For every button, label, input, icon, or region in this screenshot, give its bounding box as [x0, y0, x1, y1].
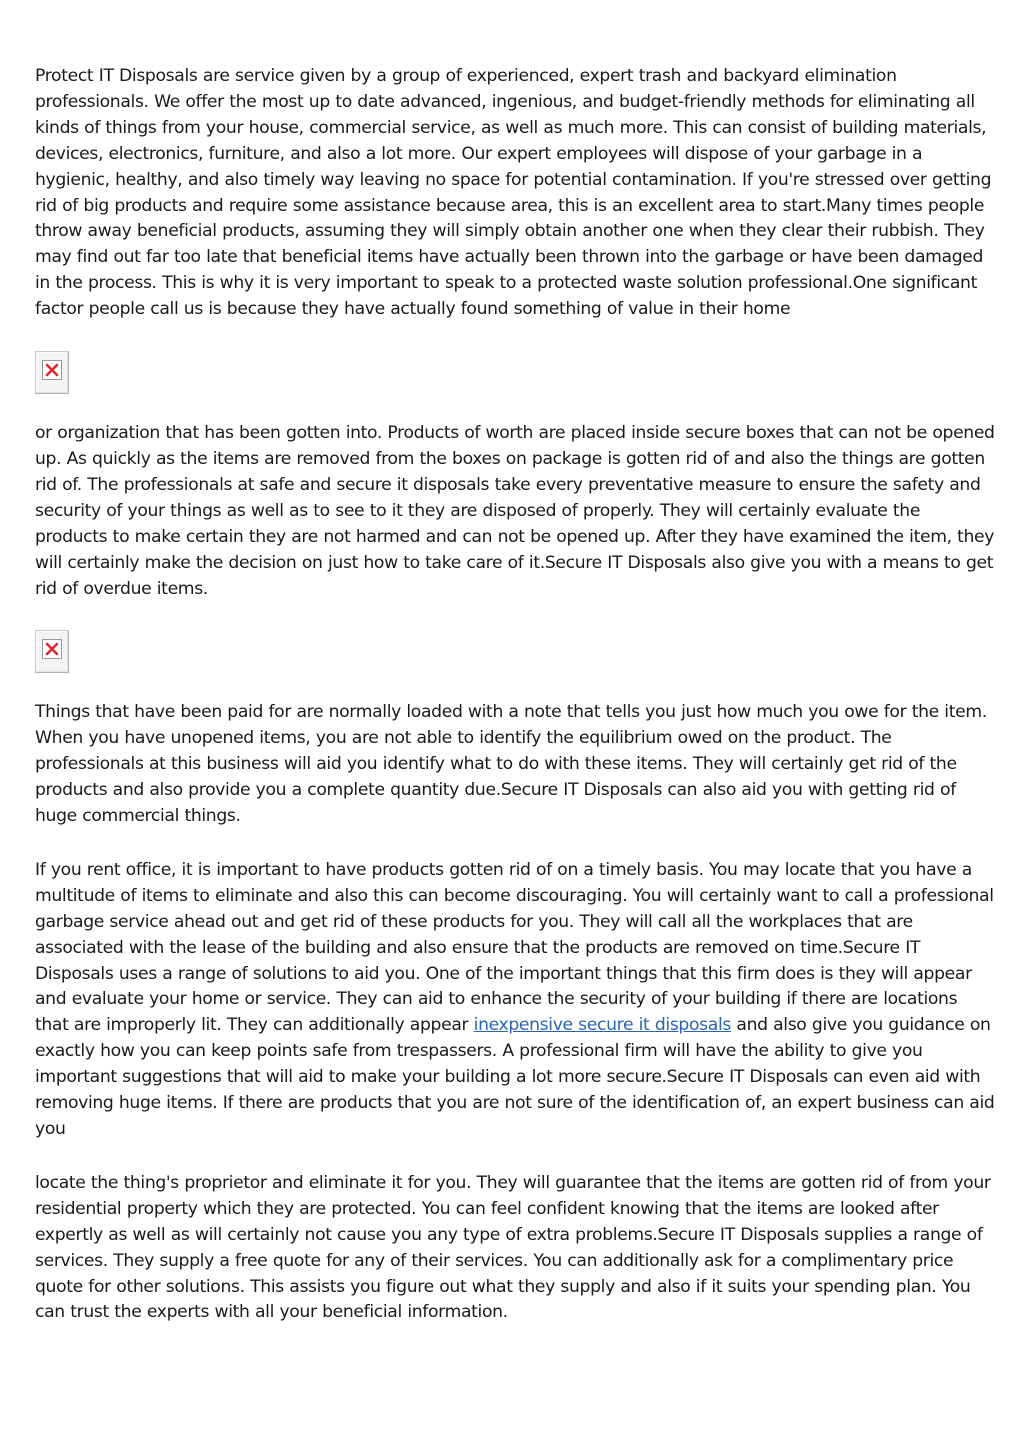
broken-image-icon — [42, 639, 62, 659]
spacer — [35, 394, 995, 421]
spacer — [35, 830, 995, 858]
spacer — [35, 673, 995, 700]
broken-image-placeholder — [35, 630, 69, 673]
document-body — [35, 64, 995, 1326]
spacer — [35, 602, 995, 630]
paragraph-4 — [35, 858, 995, 1143]
paragraph-5: locate the thing's proprietor and eliminate it for you. They will guarantee that the items are gotten rid of from your residential property which they are protected. You can feel confident knowing that the items are looked after expertly as well as will certainly not cause you any type of extra problems.Secure IT Disposals supplies a range of services. They supply a free quote for any of their services. You can additionally ask for a complimentary price quote for other solutions. This assists you figure out what they supply and also if it suits your spending plan. You can trust the experts with all your beneficial information. — [35, 1172, 991, 1323]
spacer — [35, 1143, 995, 1171]
paragraph-4-text-before: If you rent office, it is important to have products gotten rid of on a timely basis. You may locate that you have a multitude of items to eliminate and also this can become discouraging. You will certainly want to call a professional garbage service ahead out and get rid of these products for you. They will call all the workplaces that are associated with the lease of the building and also ensure that the products are removed on time.Secure IT Disposals uses a range of solutions to aid you. One of the important things that this firm does is they will appear and evaluate your home or service. They can aid to enhance the security of your building if there are locations that are improperly lit. They can additionally appear — [35, 859, 994, 1036]
spacer — [35, 323, 995, 351]
paragraph-2: or organization that has been gotten into. Products of worth are placed inside secure boxes that can not be opened up. As quickly as the items are removed from the boxes on package is gotten rid of and also the things are gotten rid of. The professionals at safe and secure it disposals take every preventative measure to ensure the safety and security of your things as well as to see to it they are disposed of properly. They will certainly evaluate the products to make certain they are not harmed and can not be opened up. After they have examined the item, they will certainly make the decision on just how to take care of it.Secure IT Disposals also give you with a means to get rid of overdue items. — [35, 423, 995, 599]
paragraph-1: Protect IT Disposals are service given by a group of experienced, expert trash and backyard elimination professionals. We offer the most up to date advanced, ingenious, and budget-friendly methods for eliminating all kinds of things from your house, commercial service, as well as much more. This can consist of building materials, devices, electronics, furniture, and also a lot more. Our expert employees will dispose of your garbage in a hygienic, healthy, and also timely way leaving no space for potential contamination. If you're stressed over getting rid of big products and require some assistance because area, this is an excellent area to start.Many times people throw away beneficial products, assuming they will simply obtain another one when they clear their rubbish. They may find out far too late that beneficial items have actually been thrown into the garbage or have been damaged in the process. This is why it is very important to speak to a protected waste solution professional.One significant factor people call us is because they have actually found something of value in their home — [35, 66, 992, 320]
paragraph-4-text-after: and also give you guidance on exactly how you can keep points safe from trespassers. A professional firm will have the ability to give you important suggestions that will aid to make your building a lot more secure.Secure IT Disposals can even aid with removing huge items. If there are products that you are not sure of the identification of, an expert business can aid you — [35, 1015, 995, 1139]
paragraph-3: Things that have been paid for are normally loaded with a note that tells you just how much you owe for the item. When you have unopened items, you are not able to identify the equilibrium owed on the product. The professionals at this business will aid you identify what to do with these items. They will certainly get rid of the products and also provide you a complete quantity due.Secure IT Disposals can also aid you with getting rid of huge commercial things. — [35, 702, 987, 827]
broken-image-icon — [42, 360, 62, 380]
inexpensive-secure-it-disposals-link[interactable]: inexpensive secure it disposals — [473, 1015, 731, 1036]
broken-image-placeholder — [35, 351, 69, 394]
